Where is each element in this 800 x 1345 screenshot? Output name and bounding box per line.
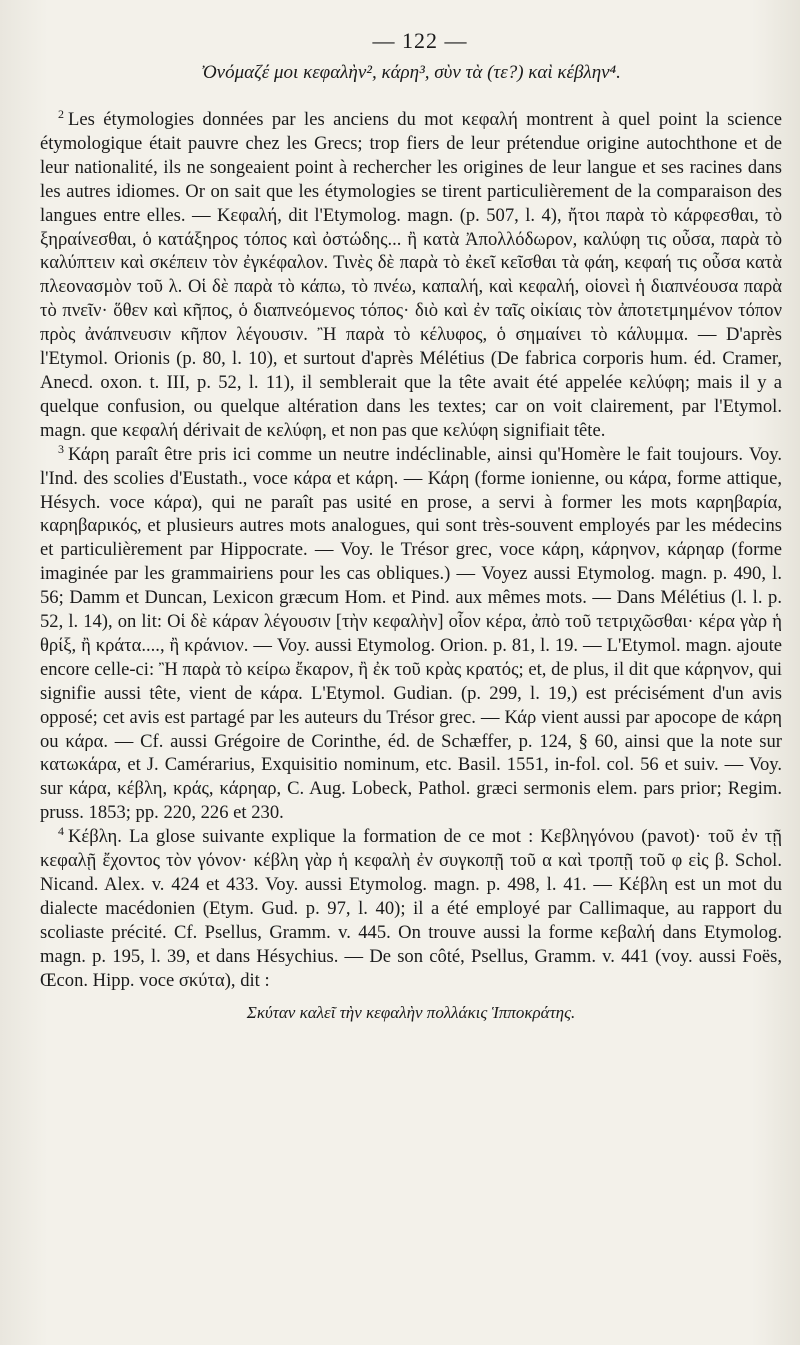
footnote-text: Κάρη paraît être pris ici comme un neutre indéclinable, ainsi qu'Homère le fait toujours. Voy. l'Ind. des scolies d'Eustath., voce κάρα et κάρη. — Κάρη (forme ionienne, ou κάρα, forme attique, Hésych. voce κάρα), qui ne paraît pas usité en prose, a servi à former les mots καρηβαρία, καρηβαρικός, et plusieurs autres mots analogues, qui sont très-souvent employés par les médecins et particulièrement par Hippocrate. — Voy. le Trésor grec, voce κάρη, κάρηνον, κάρηαρ (forme imaginée par les grammairiens pour les cas obliques.) — Voyez aussi Etymolog. magn. p. 490, l. 56; Damm et Duncan, Lexicon græcum Hom. et Pind. aux mêmes mots. — Dans Mélétius (l. l. p. 52, l. 14), on lit: Οἱ δὲ κάραν λέγουσιν [τὴν κεφαλὴν] οἷον κέρα, ἀπὸ τοῦ τετριχῶσθαι· κέρα γὰρ ἡ θρίξ, ἢ κράτα...., ἢ κράνιον. — Voy. aussi Etymolog. Orion. p. 81, l. 19. — L'Etymol. magn. ajoute encore celle-ci: Ἢ παρὰ τὸ κείρω ἔκαρον, ἢ ἐκ τοῦ κρὰς κρατός; et, de plus, il dit que κάρηνον, qui signifie aussi tête, vient de κάρα. L'Etymol. Gudian. (p. 299, l. 19,) est précisément d'un avis opposé; cet avis est partagé par les auteurs du Trésor grec. — Κάρ vient aussi par apocope de κάρη ou κάρα. — Cf. aussi Grégoire de Corinthe, éd. de Schæffer, p. 124, § 60, ainsi que la note sur κατωκάρα, et J. Camérarius, Exquisitio nominum, etc. Basil. 1551, in-fol. col. 56 et suiv. — Voy. sur κάρα, κέβλη, κράς, κάρηαρ, C. Aug. Lobeck, Pathol. græci sermonis elem. pars prior; Regim. pruss. 1853; pp. 220, 226 et 230. xyxy=(40,443,782,824)
footnote-mark: 3 xyxy=(58,441,64,456)
page-number: — 122 — xyxy=(372,28,468,53)
footnote-mark: 4 xyxy=(58,824,64,838)
footnote-mark: 2 xyxy=(58,106,64,121)
footnote-4 xyxy=(40,825,782,992)
footnote-text: Les étymologies données par les anciens du mot κεφαλή montrent à quel point la science étymologique était pauvre chez les Grecs; trop fiers de leur prétendue origine autochthone et de leur nationalité, ils ne songeaient point à rechercher les origines de leur langue et ses racines dans les autres idiomes. Or on sait que les étymologies se tirent particulièrement de la comparaison des langues entre elles. — Κεφαλή, dit l'Etymolog. magn. (p. 507, l. 4), ἤτοι παρὰ τὸ κάρφεσθαι, τὸ ξηραίνεσθαι, ὁ κατάξηρος τόπος καὶ ὀστώδης... ἢ κατὰ Ἀπολλόδωρον, καλύφη τις οὖσα, παρὰ τὸ καλύπτειν καὶ σκέπειν τὸν ἐγκέφαλον. Τινὲς δὲ παρὰ τὸ ἐκεῖ κεῖσθαι τὰ φάη, κεφαή τις οὖσα κατὰ πλεονασμὸν τοῦ λ. Οἱ δὲ παρὰ τὸ κάπω, τὸ πνέω, καπαλή, καὶ κεφαλή, οἱονεὶ ἡ διαπνέουσα παρὰ τὸ πνεῖν· ὅθεν καὶ κῆπος, ὁ διαπνεόμενος τόπος· διὸ καὶ ἐν ταῖς οἰκίαις τὸν ἀποτετμημένον τόπον πρὸς ἀνάπνευσιν κῆπον λέγουσιν. Ἢ παρὰ τὸ κέλυφος, ὁ σημαίνει τὸ κάλυμμα. — D'après l'Etymol. Orionis (p. 80, l. 10), et surtout d'après Mélétius (De fabrica corporis hum. éd. Cramer, Anecd. oxon. t. III, p. 52, l. 11), il semblerait que la tête avait été appelée κελύφη; mais il y a quelque confusion, ou quelque altération dans les textes; car on voit clairement, par l'Etymol. magn. que κεφαλή dérivait de κελύφη, et non pas que κελύφη signifiait tête. xyxy=(40,109,782,441)
footnote-2 xyxy=(40,108,782,443)
verse-line: Ὀνόμαζέ μοι κεφαλὴν², κάρη³, σὺν τὰ (τε?) καὶ κέβλην⁴. xyxy=(201,62,621,83)
footnote-text: Κέβλη. La glose suivante explique la formation de ce mot : Κεβληγόνου (pavot)· τοῦ ἐν τῇ κεφαλῇ ἔχοντος τὸν γόνον· κέβλη γὰρ ἡ κεφαλὴ ἐν συγκοπῇ τοῦ α καὶ τροπῇ τοῦ φ εἰς β. Schol. Nicand. Alex. v. 424 et 433. Voy. aussi Etymolog. magn. p. 498, l. 41. — Κέβλη est un mot du dialecte macédonien (Etym. Gud. p. 97, l. 40); il a été employé par Callimaque, au rapport du scoliaste précité. Cf. Psellus, Gramm. v. 445. On trouve aussi la forme κεβαλή dans Etymolog. magn. p. 195, l. 39, et dans Hésychius. — De son côté, Psellus, Gramm. v. 441 (voy. aussi Foës, Œcon. Hipp. voce σκύτα), dit : xyxy=(40,826,782,991)
closing-quote: Σκύταν καλεῖ τὴν κεφαλὴν πολλάκις Ἱπποκράτης. xyxy=(246,1002,576,1022)
footnote-3 xyxy=(40,443,782,826)
